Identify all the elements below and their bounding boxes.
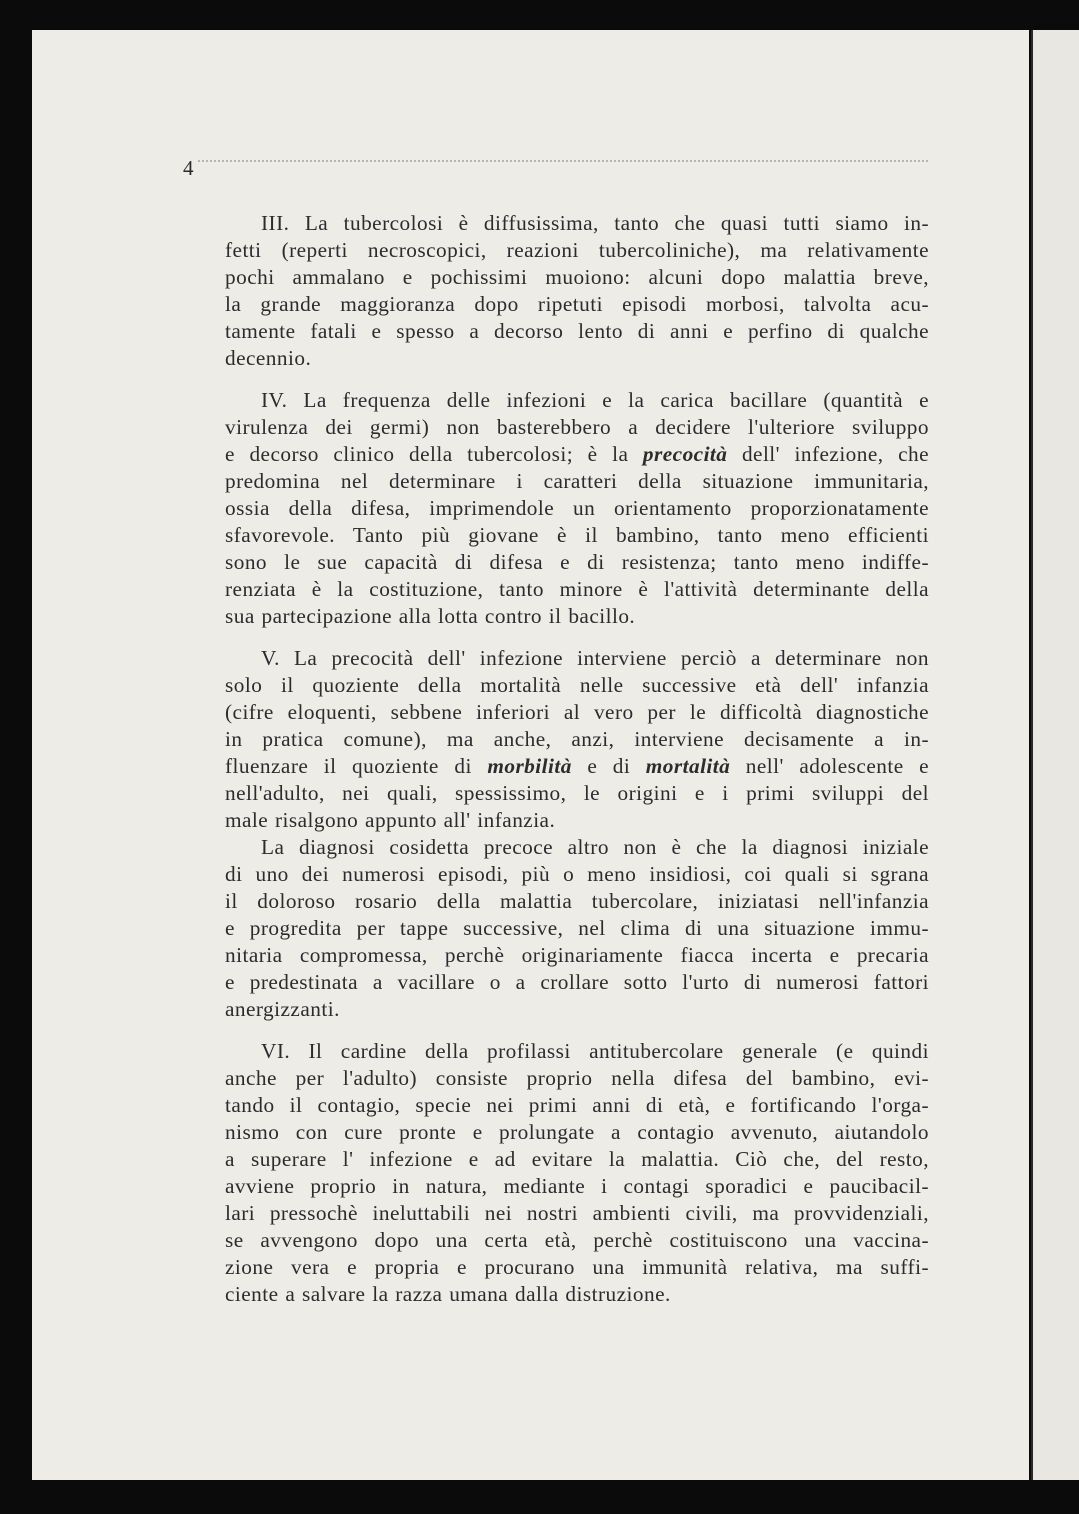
text-line: V. La precocità dell' infezione interviene perciò a determinare non — [261, 646, 929, 670]
text-line-with-emphasis — [189, 441, 929, 468]
text-line: sfavorevole. Tanto più giovane è il bambino, tanto meno efficienti — [225, 523, 929, 547]
text-run: e di — [571, 754, 646, 778]
text-line: anche per l'adulto) consiste proprio nella difesa del bambino, evi- — [225, 1066, 929, 1090]
text-line: solo il quoziente della mortalità nelle successive età dell' infanzia — [225, 673, 929, 697]
paragraph-iv — [189, 387, 929, 630]
text-line-with-emphasis — [189, 753, 929, 780]
text-line: predomina nel determinare i caratteri della situazione immunitaria, — [225, 469, 929, 493]
text-line: (cifre eloquenti, sebbene inferiori al vero per le difficoltà diagnostiche — [225, 700, 929, 724]
text-line: sua partecipazione alla lotta contro il bacillo. — [225, 604, 636, 628]
text-line: nismo con cure pronte e prolungate a contagio avvenuto, aiutandolo — [225, 1120, 929, 1144]
text-line: decennio. — [225, 346, 312, 370]
text-line: anergizzanti. — [225, 997, 340, 1021]
text-line: di uno dei numerosi episodi, più o meno insidiosi, coi quali si sgrana — [225, 862, 929, 886]
text-line: male risalgono appunto all' infanzia. — [225, 808, 556, 832]
paragraph-v — [189, 645, 929, 834]
text-line: renziata è la costituzione, tanto minore è l'attività determinante della — [225, 577, 929, 601]
text-line: a superare l' infezione e ad evitare la malattia. Ciò che, del resto, — [225, 1147, 929, 1171]
text-line: tando il contagio, specie nei primi anni di età, e fortificando l'orga- — [225, 1093, 929, 1117]
paragraph-vi — [189, 1038, 929, 1308]
text-line: pochi ammalano e pochissimi muoiono: alcuni dopo malattia breve, — [225, 265, 929, 289]
text-run: fluenzare il quoziente di — [225, 754, 488, 778]
text-line: zione vera e propria e procurano una immunità relativa, ma suffi- — [225, 1255, 929, 1279]
facing-page-edge — [1031, 30, 1079, 1480]
emphasis-morbilita: morbilità — [487, 754, 572, 778]
text-run: dell' infezione, che — [727, 442, 930, 466]
text-line: VI. Il cardine della profilassi antitubercolare generale (e quindi — [261, 1039, 929, 1063]
text-line: lari pressochè ineluttabili nei nostri ambienti civili, ma provvidenziali, — [225, 1201, 929, 1225]
text-line: in pratica comune), ma anche, anzi, interviene decisamente a in- — [225, 727, 929, 751]
paragraph-v-continued — [189, 834, 929, 1023]
text-line: e predestinata a vacillare o a crollare sotto l'urto di numerosi fattori — [225, 970, 929, 994]
paragraph-iii — [189, 210, 929, 372]
emphasis-precocita: precocità — [642, 442, 728, 466]
text-run: e decorso clinico della tubercolosi; è la — [225, 442, 643, 466]
text-line: il doloroso rosario della malattia tubercolare, iniziatasi nell'infanzia — [225, 889, 929, 913]
page-number: 4 — [183, 156, 194, 180]
header-rule — [198, 160, 928, 162]
text-line: La diagnosi cosidetta precoce altro non è che la diagnosi iniziale — [261, 835, 929, 859]
text-line: e progredita per tappe successive, nel clima di una situazione immu- — [225, 916, 929, 940]
text-line: tamente fatali e spesso a decorso lento di anni e perfino di qualche — [225, 319, 929, 343]
text-line: ciente a salvare la razza umana dalla distruzione. — [225, 1282, 671, 1306]
text-line: nell'adulto, nei quali, spessissimo, le origini e i primi sviluppi del — [225, 781, 929, 805]
text-line: IV. La frequenza delle infezioni e la carica bacillare (quantità e — [261, 388, 929, 412]
text-line: se avvengono dopo una certa età, perchè costituiscono una vaccina- — [225, 1228, 929, 1252]
text-line: sono le sue capacità di difesa e di resistenza; tanto meno indiffe- — [225, 550, 929, 574]
body-text — [189, 210, 929, 1323]
emphasis-mortalita: mortalità — [645, 754, 731, 778]
text-line: virulenza dei germi) non basterebbero a decidere l'ulteriore sviluppo — [225, 415, 929, 439]
text-line: la grande maggioranza dopo ripetuti episodi morbosi, talvolta acu- — [225, 292, 929, 316]
text-line: nitaria compromessa, perchè originariamente fiacca incerta e precaria — [225, 943, 929, 967]
text-line: ossia della difesa, imprimendole un orientamento proporzionatamente — [225, 496, 929, 520]
text-line: avviene proprio in natura, mediante i contagi sporadici e paucibacil- — [225, 1174, 929, 1198]
text-line: fetti (reperti necroscopici, reazioni tubercoliniche), ma relativamente — [225, 238, 929, 262]
text-line: III. La tubercolosi è diffusissima, tanto che quasi tutti siamo in- — [261, 211, 929, 235]
text-run: nell' adolescente e — [730, 754, 930, 778]
